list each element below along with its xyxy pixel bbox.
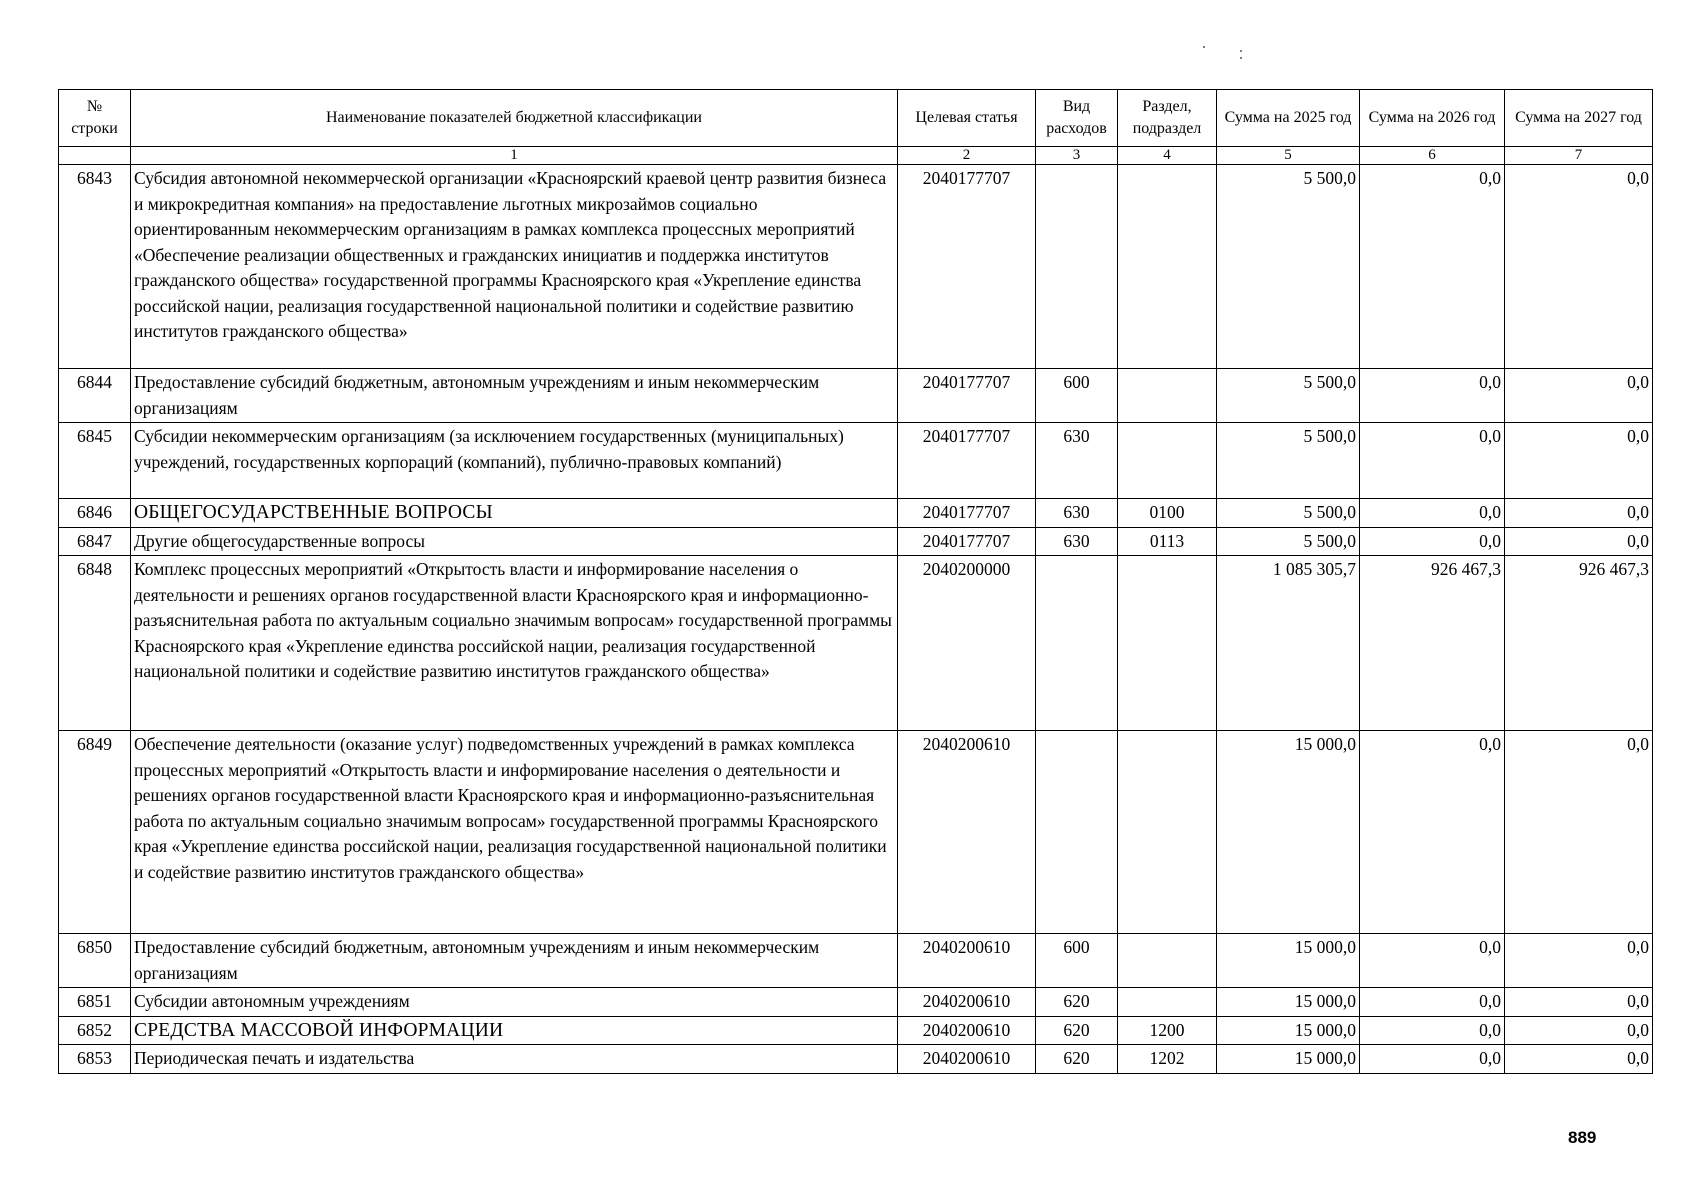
indicator-name: Обеспечение деятельности (оказание услуг) подведомственных учреждений в рамках комплекса процессных мероприятий «Открытость власти и информирование населения о деятельности и решениях органов государственной власти Красноярского края и информационно-разъяснительная работа по актуальным социально значимым вопросам» государственной программы Красноярского края «Укрепление единства российской нации, реализация государственной национальной политики и содействие развитию институтов гражданского общества»: [131, 731, 898, 934]
row-number: 6843: [59, 165, 131, 369]
column-number: 1: [131, 147, 898, 165]
amount-2025: 15 000,0: [1217, 1016, 1360, 1045]
table-row: [59, 988, 1653, 1017]
expense-type: 620: [1036, 988, 1118, 1017]
section: [1118, 934, 1217, 988]
target-article: 2040200610: [898, 1045, 1036, 1074]
row-number: 6852: [59, 1016, 131, 1045]
expense-type: 620: [1036, 1045, 1118, 1074]
column-number: 3: [1036, 147, 1118, 165]
column-number: 6: [1360, 147, 1505, 165]
amount-2025: 15 000,0: [1217, 1045, 1360, 1074]
amount-2025: 5 500,0: [1217, 369, 1360, 423]
header-expense-type: Вид расходов: [1036, 90, 1118, 147]
expense-type: [1036, 556, 1118, 731]
amount-2025: 15 000,0: [1217, 988, 1360, 1017]
section: 0113: [1118, 527, 1217, 556]
amount-2027: 0,0: [1505, 1045, 1653, 1074]
column-number: 2: [898, 147, 1036, 165]
table-row: [59, 165, 1653, 369]
row-number: 6844: [59, 369, 131, 423]
amount-2027: 0,0: [1505, 527, 1653, 556]
table-row: [59, 934, 1653, 988]
section: 0100: [1118, 499, 1217, 528]
target-article: 2040200610: [898, 1016, 1036, 1045]
header-amount-2026: Сумма на 2026 год: [1360, 90, 1505, 147]
indicator-name: ОБЩЕГОСУДАРСТВЕННЫЕ ВОПРОСЫ: [131, 499, 898, 528]
budget-table: [58, 89, 1653, 1074]
column-number: 4: [1118, 147, 1217, 165]
header-indicator-name: Наименование показателей бюджетной классификации: [131, 90, 898, 147]
table-row: [59, 556, 1653, 731]
table-row: [59, 499, 1653, 528]
header-target-article: Целевая статья: [898, 90, 1036, 147]
expense-type: 620: [1036, 1016, 1118, 1045]
page-number: 889: [1568, 1128, 1597, 1147]
indicator-name: СРЕДСТВА МАССОВОЙ ИНФОРМАЦИИ: [131, 1016, 898, 1045]
target-article: 2040177707: [898, 165, 1036, 369]
table-row: [59, 731, 1653, 934]
table-row: [59, 369, 1653, 423]
amount-2026: 0,0: [1360, 499, 1505, 528]
indicator-name: Субсидии автономным учреждениям: [131, 988, 898, 1017]
header-amount-2025: Сумма на 2025 год: [1217, 90, 1360, 147]
expense-type: [1036, 165, 1118, 369]
column-number: [59, 147, 131, 165]
amount-2027: 0,0: [1505, 165, 1653, 369]
row-number: 6846: [59, 499, 131, 528]
section: [1118, 556, 1217, 731]
amount-2026: 0,0: [1360, 1045, 1505, 1074]
expense-type: 600: [1036, 934, 1118, 988]
amount-2027: 0,0: [1505, 934, 1653, 988]
row-number: 6850: [59, 934, 131, 988]
column-number: 5: [1217, 147, 1360, 165]
indicator-name: Субсидия автономной некоммерческой организации «Красноярский краевой центр развития бизнеса и микрокредитная компания» на предоставление льготных микрозаймов социально ориентированным некоммерческим организациям в рамках комплекса процессных мероприятий «Обеспечение реализации общественных и гражданских инициатив и поддержка институтов гражданского общества» государственной программы Красноярского края «Укрепление единства российской нации, реализация государственной национальной политики и содействие развитию институтов гражданского общества»: [131, 165, 898, 369]
row-number: 6847: [59, 527, 131, 556]
row-number: 6853: [59, 1045, 131, 1074]
row-number: 6849: [59, 731, 131, 934]
amount-2025: 1 085 305,7: [1217, 556, 1360, 731]
amount-2027: 0,0: [1505, 988, 1653, 1017]
amount-2025: 15 000,0: [1217, 934, 1360, 988]
amount-2025: 5 500,0: [1217, 527, 1360, 556]
amount-2026: 926 467,3: [1360, 556, 1505, 731]
indicator-name: Предоставление субсидий бюджетным, автономным учреждениям и иным некоммерческим организациям: [131, 934, 898, 988]
column-number: 7: [1505, 147, 1653, 165]
scan-speck: [1240, 57, 1242, 59]
target-article: 2040177707: [898, 423, 1036, 499]
amount-2026: 0,0: [1360, 1016, 1505, 1045]
amount-2027: 0,0: [1505, 423, 1653, 499]
amount-2025: 5 500,0: [1217, 423, 1360, 499]
target-article: 2040200000: [898, 556, 1036, 731]
amount-2027: 0,0: [1505, 369, 1653, 423]
target-article: 2040177707: [898, 369, 1036, 423]
indicator-name: Предоставление субсидий бюджетным, автономным учреждениям и иным некоммерческим организациям: [131, 369, 898, 423]
section: [1118, 731, 1217, 934]
row-number: 6845: [59, 423, 131, 499]
expense-type: 630: [1036, 527, 1118, 556]
amount-2026: 0,0: [1360, 423, 1505, 499]
scan-speck: [1203, 46, 1205, 48]
amount-2026: 0,0: [1360, 988, 1505, 1017]
indicator-name: Субсидии некоммерческим организациям (за исключением государственных (муниципальных) учреждений, государственных корпораций (компаний), публично-правовых компаний): [131, 423, 898, 499]
column-number-row: [59, 147, 1653, 165]
amount-2026: 0,0: [1360, 731, 1505, 934]
header-row-number: № строки: [59, 90, 131, 147]
target-article: 2040200610: [898, 731, 1036, 934]
section: 1202: [1118, 1045, 1217, 1074]
section: [1118, 165, 1217, 369]
amount-2026: 0,0: [1360, 527, 1505, 556]
expense-type: 630: [1036, 499, 1118, 528]
amount-2025: 5 500,0: [1217, 165, 1360, 369]
expense-type: [1036, 731, 1118, 934]
row-number: 6851: [59, 988, 131, 1017]
section: [1118, 423, 1217, 499]
table-row: [59, 527, 1653, 556]
scan-speck: [1240, 50, 1242, 52]
amount-2026: 0,0: [1360, 165, 1505, 369]
table-row: [59, 1045, 1653, 1074]
indicator-name: Периодическая печать и издательства: [131, 1045, 898, 1074]
indicator-name: Другие общегосударственные вопросы: [131, 527, 898, 556]
amount-2027: 0,0: [1505, 499, 1653, 528]
target-article: 2040200610: [898, 934, 1036, 988]
section: [1118, 988, 1217, 1017]
header-section: Раздел, подраздел: [1118, 90, 1217, 147]
row-number: 6848: [59, 556, 131, 731]
section: [1118, 369, 1217, 423]
target-article: 2040177707: [898, 499, 1036, 528]
header-row: [59, 90, 1653, 147]
amount-2027: 926 467,3: [1505, 556, 1653, 731]
header-amount-2027: Сумма на 2027 год: [1505, 90, 1653, 147]
amount-2027: 0,0: [1505, 1016, 1653, 1045]
table-row: [59, 1016, 1653, 1045]
expense-type: 630: [1036, 423, 1118, 499]
expense-type: 600: [1036, 369, 1118, 423]
amount-2025: 5 500,0: [1217, 499, 1360, 528]
indicator-name: Комплекс процессных мероприятий «Открытость власти и информирование населения о деятельности и решениях органов государственной власти Красноярского края и информационно-разъяснительная работа по актуальным социально значимым вопросам» государственной программы Красноярского края «Укрепление единства российской нации, реализация государственной национальной политики и содействие развитию институтов гражданского общества»: [131, 556, 898, 731]
amount-2027: 0,0: [1505, 731, 1653, 934]
target-article: 2040200610: [898, 988, 1036, 1017]
amount-2025: 15 000,0: [1217, 731, 1360, 934]
amount-2026: 0,0: [1360, 369, 1505, 423]
amount-2026: 0,0: [1360, 934, 1505, 988]
section: 1200: [1118, 1016, 1217, 1045]
table-row: [59, 423, 1653, 499]
target-article: 2040177707: [898, 527, 1036, 556]
